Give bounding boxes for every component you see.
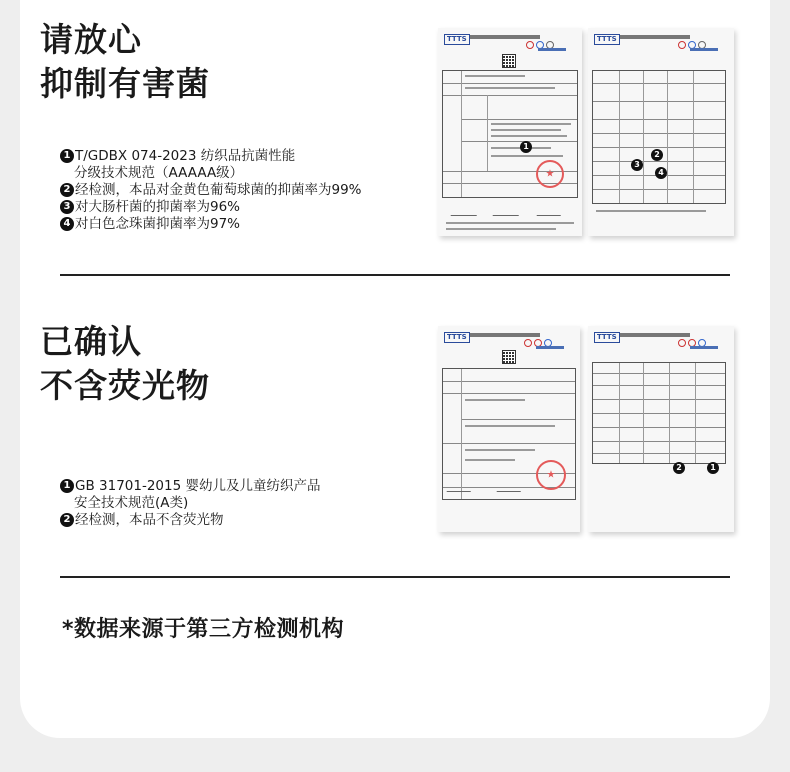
report-marker: 1: [520, 141, 532, 153]
report-marker: 2: [673, 462, 685, 474]
test-report-image-4: [588, 326, 734, 532]
signature-icon: [493, 208, 522, 216]
antibacterial-list: [60, 148, 362, 233]
signature-icon: [497, 484, 524, 492]
report-marker: 3: [631, 159, 643, 171]
list-item: 1 GB 31701-2015 婴幼儿及儿童纺织产品: [60, 478, 320, 495]
no-fluorescent-list: [60, 478, 320, 529]
list-item-continuation: 安全技术规范(A类): [74, 495, 189, 511]
title-line-2: 抑制有害菌: [40, 64, 210, 103]
section-divider: [60, 274, 730, 276]
test-report-image-2: [588, 28, 734, 236]
report-marker: 2: [651, 149, 663, 161]
section-divider: [60, 576, 730, 578]
report-marker: 4: [655, 167, 667, 179]
test-report-image-3: [438, 326, 580, 532]
official-seal-icon: [536, 160, 564, 188]
lab-logo-icon: TTTS: [444, 34, 470, 45]
signature-icon: [537, 208, 564, 216]
title-line-1: 已确认: [40, 322, 142, 361]
qr-code-icon: [502, 350, 516, 364]
report-marker: 1: [707, 462, 719, 474]
official-seal-icon: [536, 460, 566, 490]
test-report-image-1: [438, 28, 582, 236]
signature-icon: [447, 484, 474, 492]
lab-logo-icon: TTTS: [594, 332, 620, 343]
list-item: 2 经检测，本品不含荧光物: [60, 512, 320, 529]
list-item: 1 T/GDBX 074-2023 纺织品抗菌性能: [60, 148, 362, 165]
qr-code-icon: [502, 54, 516, 68]
signature-icon: [451, 208, 480, 216]
list-item-continuation: 分级技术规范（AAAAA级）: [74, 165, 244, 181]
title-line-2: 不含荧光物: [40, 366, 210, 405]
lab-logo-icon: TTTS: [594, 34, 620, 45]
list-item: 3 对大肠杆菌的抑菌率为96%: [60, 199, 362, 216]
list-item: 2 经检测，本品对金黄色葡萄球菌的抑菌率为99%: [60, 182, 362, 199]
title-line-1: 请放心: [40, 20, 142, 59]
list-item: 4 对白色念珠菌抑菌率为97%: [60, 216, 362, 233]
lab-logo-icon: TTTS: [444, 332, 470, 343]
data-source-footnote: *数据来源于第三方检测机构: [62, 617, 345, 642]
